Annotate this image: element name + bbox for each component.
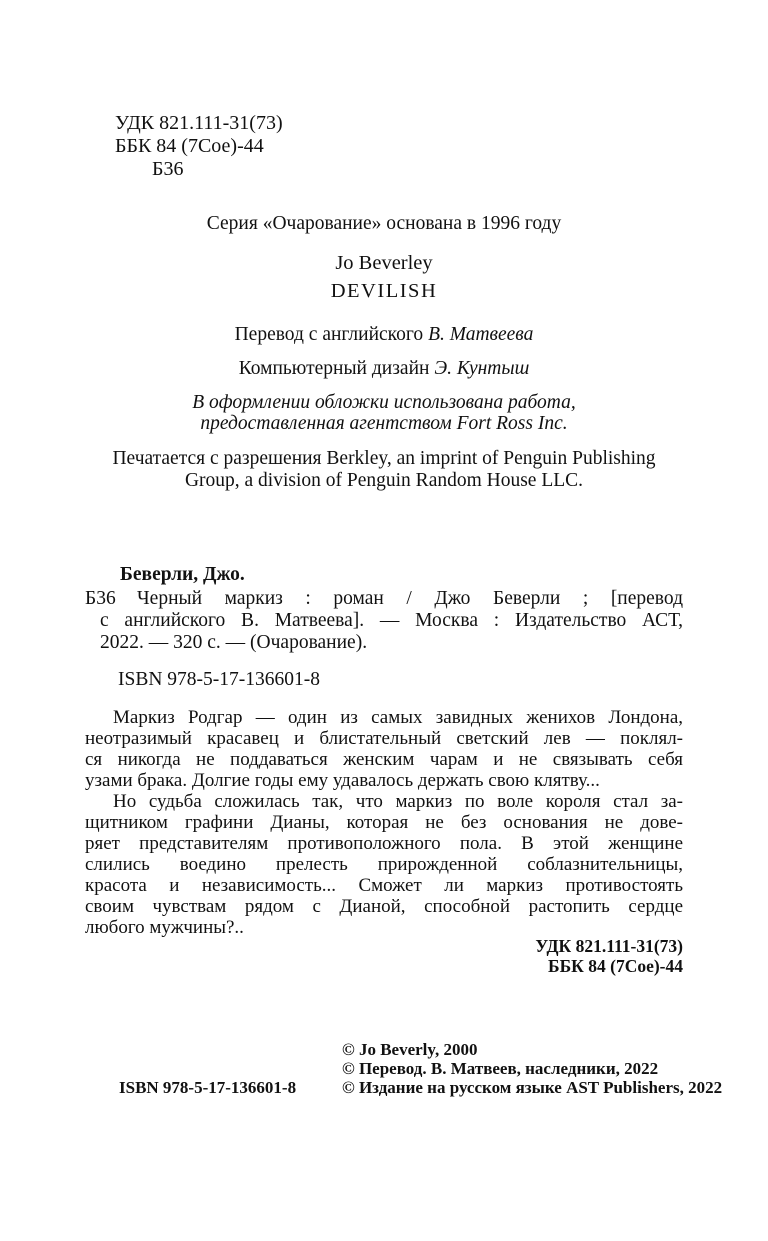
translator-name: В. Матвеева [428, 324, 534, 345]
copyright-lines [342, 1040, 722, 1097]
designer-name: Э. Кунтыш [434, 358, 530, 379]
print-permission-line2: Group, a division of Penguin Random House LLC. [184, 470, 584, 491]
series-note: Серия «Очарование» основана в 1996 году [206, 213, 562, 234]
translation-credit-prefix: Перевод с английского [234, 324, 429, 345]
print-permission-note [85, 448, 683, 492]
design-credit [85, 358, 683, 380]
author-sign: Б36 [152, 158, 184, 180]
catalog-description-line1: Черный маркиз : роман / Джо Беверли ; [перевод [137, 588, 683, 609]
catalog-description-line2: с английского В. Матвеева]. — Москва : Издательство АСТ, [100, 610, 683, 631]
classification-block-top [115, 112, 283, 181]
annotation-p1-line2: неотразимый красавец и блистательный светский лев — поклял- [85, 728, 683, 749]
catalog-description-line3: 2022. — 320 с. — (Очарование). [100, 632, 368, 653]
annotation-p2-line4: слились воедино прелесть прирожденной соблазнительницы, [85, 854, 683, 875]
catalog-author-sign: Б36 [85, 588, 116, 609]
catalog-author-heading: Беверли, Джо. [120, 564, 245, 585]
design-credit-prefix: Компьютерный дизайн [238, 358, 435, 379]
annotation-p1-line4: узами брака. Долгие годы ему удавалось держать свою клятву... [85, 770, 600, 791]
annotation-p2-line6: своим чувствам рядом с Дианой, способной растопить сердце [85, 896, 683, 917]
classification-block-bottom [85, 937, 683, 976]
annotation-p2-line1: Но судьба сложилась так, что маркиз по воле короля стал за- [113, 791, 683, 812]
copyright-publisher: © Издание на русском языке AST Publishers, 2022 [342, 1078, 723, 1097]
bbk-number-bottom: ББК 84 (7Сое)-44 [548, 955, 683, 976]
udk-number-bottom: УДК 821.111-31(73) [535, 936, 683, 956]
cover-art-note-line2: предоставленная агентством Fort Ross Inc. [200, 413, 568, 434]
catalog-description [100, 588, 683, 654]
isbn-bottom: ISBN 978-5-17-136601-8 [119, 1078, 297, 1097]
annotation-p2-line7: любого мужчины?.. [85, 917, 244, 938]
print-permission-line1: Печатается с разрешения Berkley, an imprint of Penguin Publishing [112, 448, 656, 469]
text-column [85, 0, 723, 1241]
annotation-p2-line2: щитником графини Дианы, которая не без основания не дове- [85, 812, 683, 833]
translation-credit [85, 324, 683, 346]
annotation-paragraph-1 [85, 707, 683, 791]
annotation-p1-line1: Маркиз Родгар — один из самых завидных женихов Лондона, [113, 707, 683, 728]
original-author: Jo Beverley [335, 252, 433, 274]
cover-art-note-line1: В оформлении обложки использована работа, [192, 392, 576, 413]
annotation-paragraph-2 [85, 791, 683, 938]
isbn-catalog: ISBN 978-5-17-136601-8 [118, 669, 321, 690]
annotation-p1-line3: ся никогда не поддаваться женским чарам и не связывать себя [85, 749, 683, 770]
original-title: DEVILISH [330, 280, 438, 302]
annotation-p2-line5: красота и независимость... Сможет ли маркиз противостоять [85, 875, 683, 896]
bbk-number: ББК 84 (7Сое)-44 [115, 135, 264, 157]
udk-number: УДК 821.111-31(73) [115, 112, 283, 134]
cover-art-note [85, 392, 683, 434]
copyright-original: © Jo Beverly, 2000 [342, 1040, 478, 1059]
annotation-p2-line3: ряет представителям противоположного пола. В этой женщине [85, 833, 683, 854]
copyright-translation: © Перевод. В. Матвеев, наследники, 2022 [342, 1059, 659, 1078]
